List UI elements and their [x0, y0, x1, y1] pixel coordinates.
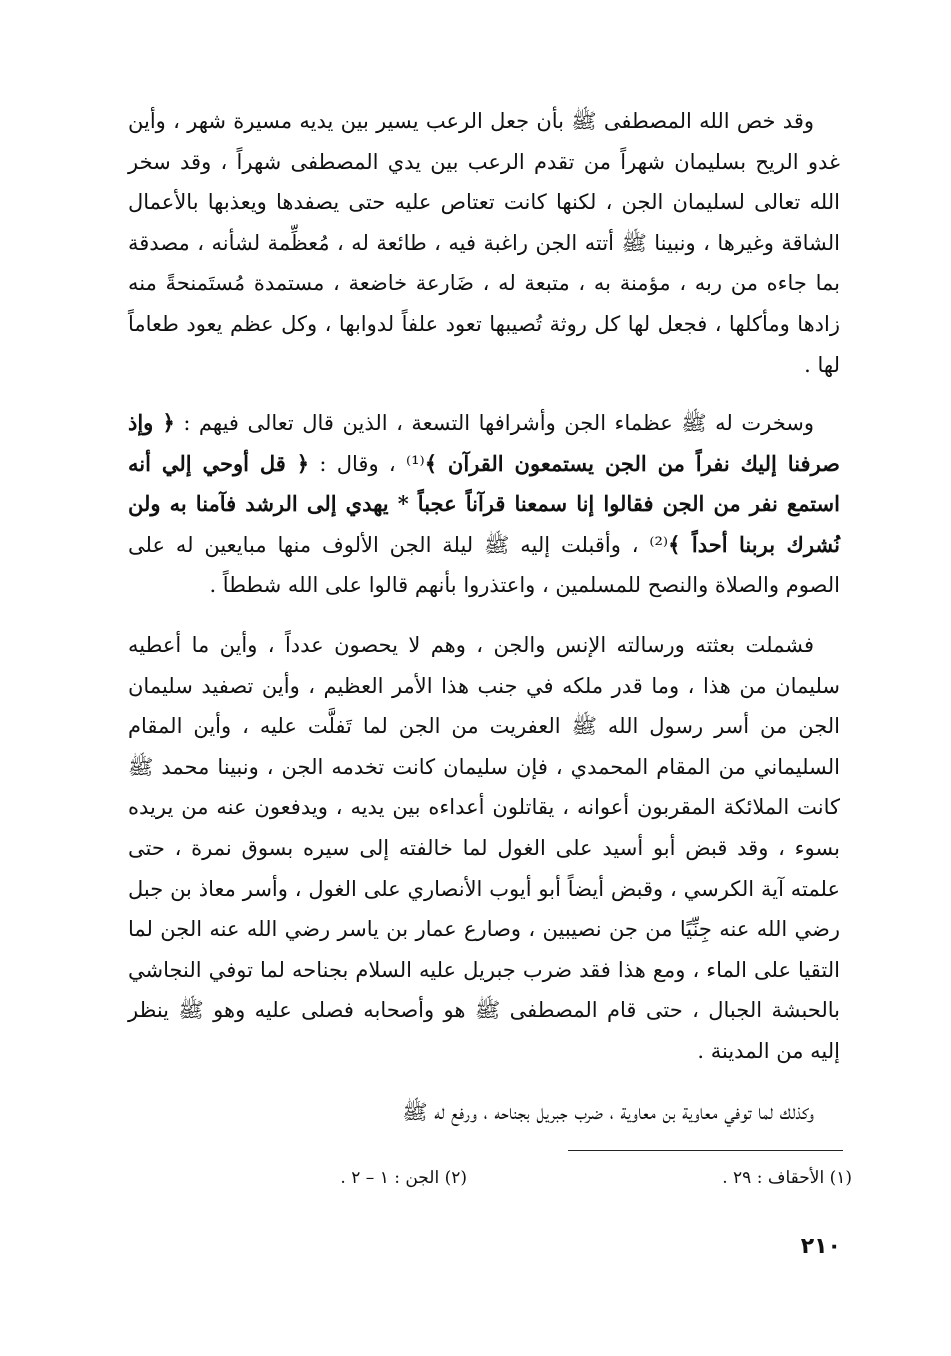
paragraph-4 [128, 1092, 840, 1133]
paragraph-4-text [128, 1092, 840, 1133]
paragraph-2 [128, 403, 840, 606]
footnote-divider [568, 1150, 843, 1151]
paragraph-1-text [128, 101, 840, 385]
paragraph-2-text [128, 403, 840, 606]
footnote-2: (٢) الجن : ١ – ٢ . [340, 1168, 467, 1188]
page-number: ٢١٠ [800, 1234, 841, 1259]
paragraph-1 [128, 101, 840, 385]
paragraph-2-connector: ⁽¹⁾ ، وقال : [309, 451, 425, 476]
paragraph-4-body: وكذلك لما توفي معاوية بن معاوية ، ضرب جبريل بجناحه ، ورفع له ﷺ [402, 1100, 814, 1124]
paragraph-2-intro: وسخرت له ﷺ عظماء الجن وأشرافها التسعة ، الذين قال تعالى فيهم : [174, 411, 814, 435]
quran-quote-2: ﴿ قل أوحي إلي أنه استمع نفر من الجن فقالوا إنا سمعنا قرآناً عجباً * يهدي إلى الرشد فآمنا به ولن نُشرك بربنا أحداً ﴾ [128, 450, 840, 557]
paragraph-3-body: فشملت بعثته ورسالته الإنس والجن ، وهم لا يحصون عدداً ، وأين ما أعطيه سليمان من هذا ، وما قدر ملكه في جنب هذا الأمر العظيم ، وأين تصفيد سليمان الجن من أسر رسول الله ﷺ العفريت من الجن لما تَفلَّت عليه ، وأين المقام السليماني من المقام المحمدي ، فإن سليمان كانت تخدمه الجن ، ونبينا محمد ﷺ كانت الملائكة المقربون أعوانه ، يقاتلون أعداءه بين يديه ، ويدفعون عنه من يريده بسوء ، وقد قبض أبو أسيد على الغول لما خالفته إلى سيره بسوق نمرة ، حتى علمته آية الكرسي ، وقبض أيضاً أبو أيوب الأنصاري على الغول ، وأسر معاذ بن جبل رضي الله عنه جِنِّيًا من جن نصيبين ، وصارع عمار بن ياسر رضي الله عنه الجن لما التقيا على الماء ، ومع هذا فقد ضرب جبريل عليه السلام بجناحه لما توفي النجاشي بالحبشة الجبال ، حتى قام المصطفى ﷺ هو وأصحابه فصلى عليه وهو ﷺ ينظر إليه من المدينة . [128, 633, 840, 1063]
footnote-1: (١) الأحقاف : ٢٩ . [722, 1168, 852, 1188]
paragraph-3-text [128, 625, 840, 1072]
paragraph-3 [128, 625, 840, 1072]
paragraph-1-body: وقد خص الله المصطفى ﷺ بأن جعل الرعب يسير بين يديه مسيرة شهر ، وأين غدو الريح بسليمان شهراً من تقدم الرعب بين يدي المصطفى شهراً ، وقد سخر الله تعالى لسليمان الجن ، لكنها كانت تعتاص عليه حتى يصفدها ويعذبها بالأعمال الشاقة وغيرها ، ونبينا ﷺ أتته الجن راغبة فيه ، طائعة له ، مُعظِّمة لشأنه ، مصدقة بما جاءه من ربه ، مؤمنة به ، متبعة له ، ضَارعة خاضعة ، مستمدة مُستَمنحةً منه زادها ومأكلها ، فجعل لها كل روثة تُصيبها تعود علفاً لدوابها ، وكل عظم يعود طعاماً لها . [128, 109, 840, 377]
quran-quote-1: ﴿ وإذ صرفنا إليك نفراً من الجن يستمعون القرآن ﴾ [128, 410, 840, 476]
paragraph-2-ending: ⁽²⁾ ، وأقبلت إليه ﷺ ليلة الجن الألوف منها مبايعين له على الصوم والصلاة والنصح للمسلمين ، واعتذروا بأنهم قالوا على الله شططاً . [128, 532, 840, 598]
